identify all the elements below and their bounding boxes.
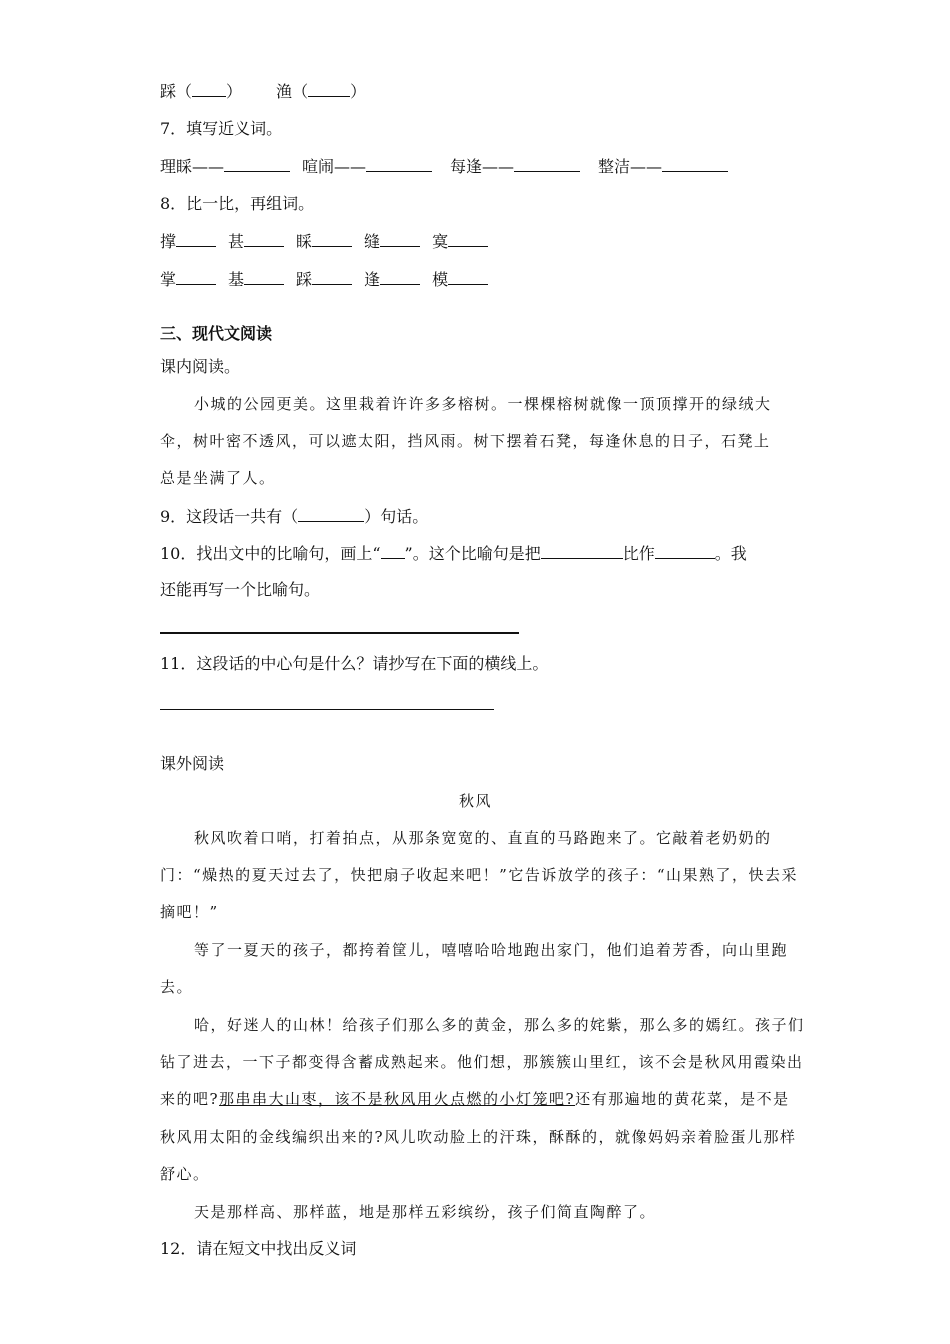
q9-prefix: 9．这段话一共有（ bbox=[160, 507, 299, 526]
q7-blank4[interactable] bbox=[662, 155, 728, 172]
passage1-line2: 伞，树叶密不透风，可以遮太阳，挡风雨。树下摆着石凳，每逢休息的日子，石凳上 bbox=[160, 432, 771, 450]
q6-blank2[interactable] bbox=[308, 80, 350, 97]
q8-char: 甚 bbox=[228, 232, 245, 251]
q10-part-c: 比作 bbox=[622, 544, 655, 563]
q7-row bbox=[160, 155, 728, 178]
q6-blank1[interactable] bbox=[192, 80, 226, 97]
q8-title: 8．比一比，再组词。 bbox=[160, 194, 315, 213]
passage2-p1-line1: 秋风吹着口哨，打着拍点，从那条宽宽的、直直的马路跑来了。它敲着老奶奶的 bbox=[194, 829, 772, 847]
passage2-p2-line2: 去。 bbox=[160, 978, 194, 996]
passage2-p2-line1: 等了一夏天的孩子，都挎着筐儿，嘻嘻哈哈地跑出家门，他们追着芳香，向山里跑 bbox=[194, 941, 789, 959]
q7-blank1[interactable] bbox=[224, 155, 290, 172]
q7-title: 7．填写近义词。 bbox=[160, 119, 283, 138]
q10-mark bbox=[381, 542, 405, 559]
q8-blank[interactable] bbox=[448, 268, 488, 285]
q10-part-d: 。我 bbox=[714, 544, 747, 563]
q10-line2: 还能再写一个比喻句。 bbox=[160, 580, 321, 599]
p3-line3-end: 还有那遍地的黄花菜，是不是 bbox=[575, 1090, 790, 1108]
q8-blank[interactable] bbox=[380, 268, 420, 285]
q9-suffix: ）句话。 bbox=[364, 507, 429, 526]
q8-char: 踩 bbox=[296, 270, 313, 289]
passage2-p3-line3 bbox=[160, 1088, 790, 1110]
q7-blank3[interactable] bbox=[514, 155, 580, 172]
passage1-line1: 小城的公园更美。这里栽着许许多多榕树。一棵棵榕树就像一顶顶撑开的绿绒大 bbox=[194, 395, 772, 413]
passage2-p1-line2: 门：“燥热的夏天过去了，快把扇子收起来吧！”它告诉放学的孩子：“山果熟了，快去采 bbox=[160, 866, 799, 884]
q8-char: 逢 bbox=[364, 270, 381, 289]
p3-underlined-sentence: 那串串大山枣，该不是秋风用火点燃的小灯笼吧? bbox=[219, 1090, 576, 1108]
passage1-line3: 总是坐满了人。 bbox=[160, 469, 276, 487]
q7-word4: 整洁—— bbox=[598, 157, 663, 176]
q8-char: 撑 bbox=[160, 232, 177, 251]
q6-char1: 踩 bbox=[160, 82, 177, 101]
q8-char: 模 bbox=[432, 270, 449, 289]
q8-row2 bbox=[160, 268, 488, 291]
p3-line3-start: 来的吧? bbox=[160, 1090, 220, 1108]
q6-char2: 渔 bbox=[276, 82, 293, 101]
q10-answer-line[interactable] bbox=[160, 632, 519, 634]
q11-answer-line[interactable] bbox=[160, 709, 494, 710]
q11: 11．这段话的中心句是什么？请抄写在下面的横线上。 bbox=[160, 654, 549, 673]
q9-blank[interactable] bbox=[298, 505, 364, 522]
q8-char: 掌 bbox=[160, 270, 177, 289]
q8-char: 基 bbox=[228, 270, 245, 289]
passage2-p3-line2: 钻了进去，一下子都变得含蓄成熟起来。他们想，那簇簇山里红，该不会是秋风用霞染出 bbox=[160, 1053, 804, 1071]
in-class-reading-label: 课内阅读。 bbox=[160, 357, 241, 376]
q8-blank[interactable] bbox=[312, 268, 352, 285]
q10-blank1[interactable] bbox=[541, 542, 623, 559]
q8-char: 寞 bbox=[432, 232, 449, 251]
q8-blank[interactable] bbox=[244, 268, 284, 285]
q6-row: 踩（ ） 渔（ ） bbox=[160, 82, 367, 101]
q7-blank2[interactable] bbox=[366, 155, 432, 172]
q8-row1 bbox=[160, 230, 488, 253]
q12: 12．请在短文中找出反义词 bbox=[160, 1239, 357, 1258]
passage2-p3-line4: 秋风用太阳的金线编织出来的?风儿吹动脸上的汗珠，酥酥的，就像妈妈亲着脸蛋儿那样 bbox=[160, 1128, 797, 1146]
q7-word3: 每逢—— bbox=[450, 157, 515, 176]
q7-word1: 理睬—— bbox=[160, 157, 225, 176]
q8-char: 睬 bbox=[296, 232, 313, 251]
passage2-p3-line1: 哈，好迷人的山林！给孩子们那么多的黄金，那么多的姹紫，那么多的嫣红。孩子们 bbox=[194, 1016, 805, 1034]
q9 bbox=[160, 505, 428, 528]
q10-blank2[interactable] bbox=[655, 542, 715, 559]
passage2-title: 秋风 bbox=[459, 792, 493, 810]
passage2-p1-line3: 摘吧！” bbox=[160, 903, 219, 921]
outside-reading-label: 课外阅读 bbox=[160, 754, 225, 773]
q8-char: 缝 bbox=[364, 232, 381, 251]
q8-blank[interactable] bbox=[380, 230, 420, 247]
passage2-p3-line5: 舒心。 bbox=[160, 1165, 210, 1183]
q8-blank[interactable] bbox=[176, 268, 216, 285]
q8-blank[interactable] bbox=[176, 230, 216, 247]
q8-blank[interactable] bbox=[244, 230, 284, 247]
q10-part-a: 10．找出文中的比喻句，画上“ bbox=[160, 544, 381, 563]
section-heading: 三、现代文阅读 bbox=[160, 324, 273, 343]
q7-word2: 喧闹—— bbox=[302, 157, 367, 176]
q8-blank[interactable] bbox=[312, 230, 352, 247]
q10-line1 bbox=[160, 542, 747, 565]
q10-part-b: ”。这个比喻句是把 bbox=[404, 544, 541, 563]
passage2-p4-line1: 天是那样高、那样蓝，地是那样五彩缤纷，孩子们简直陶醉了。 bbox=[194, 1203, 657, 1221]
q8-blank[interactable] bbox=[448, 230, 488, 247]
